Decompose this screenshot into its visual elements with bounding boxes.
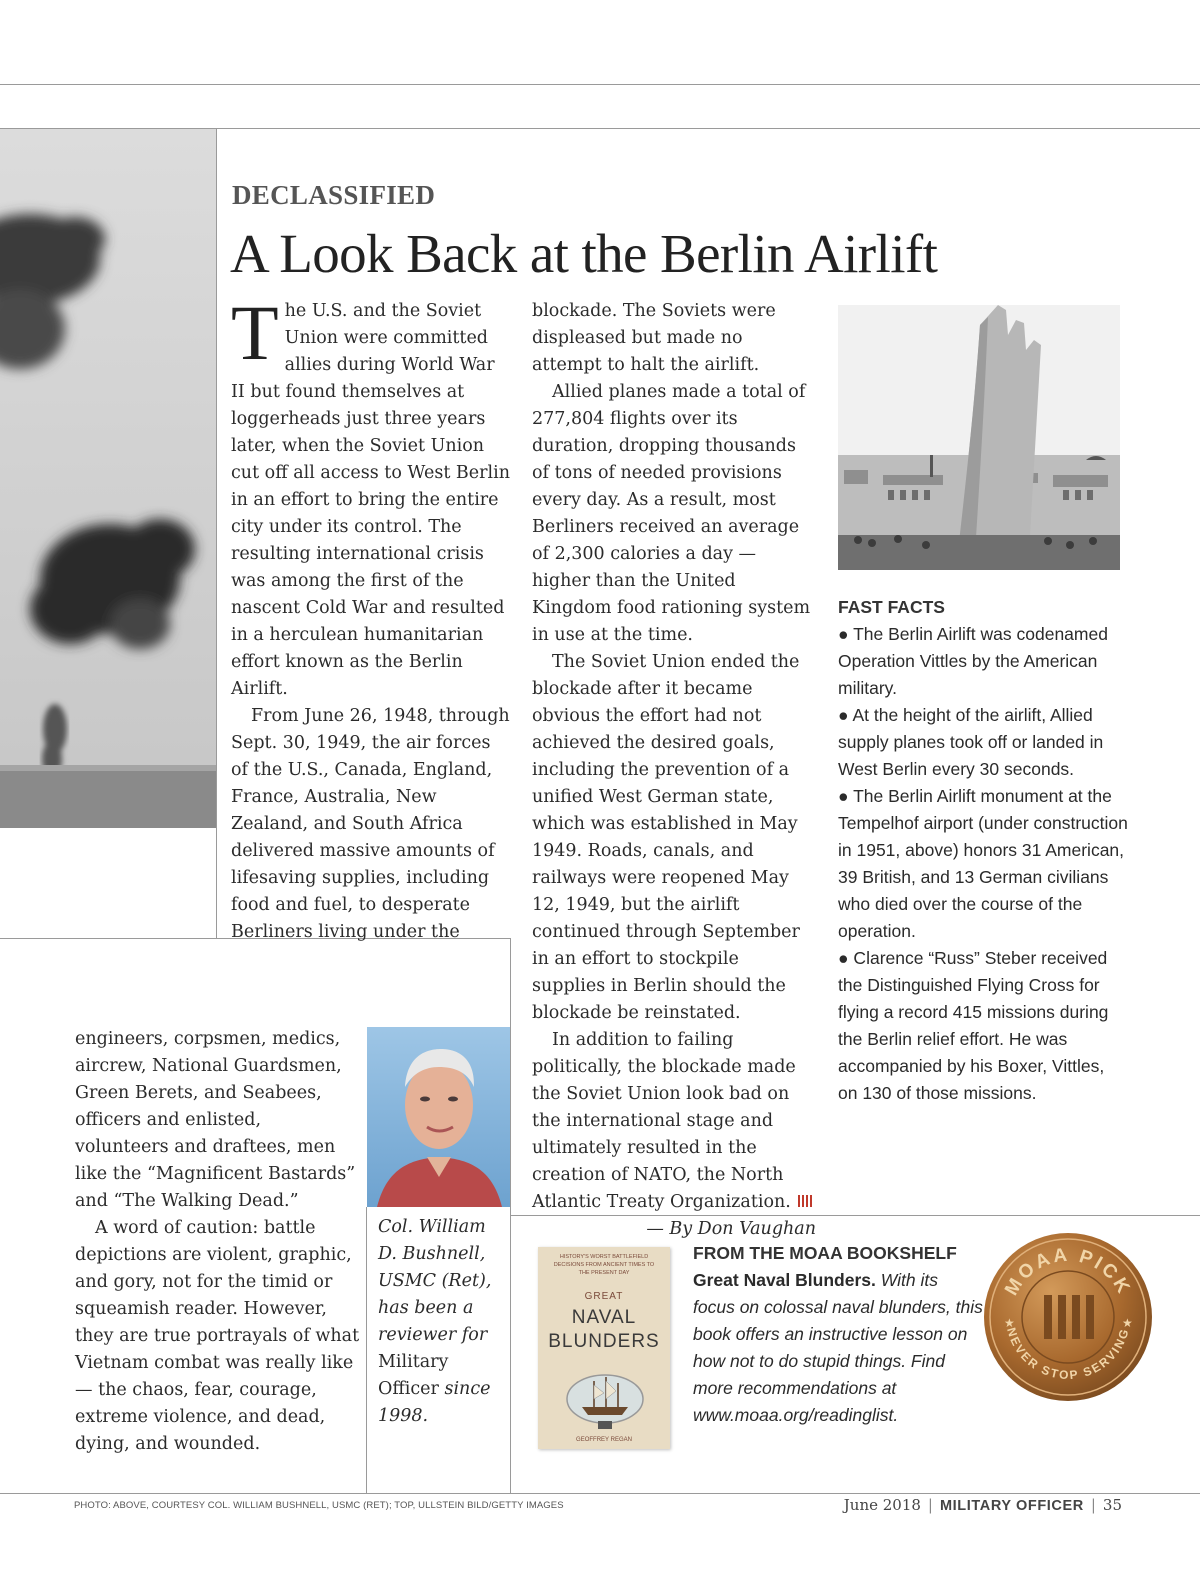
- svg-text:★: ★: [1004, 1316, 1015, 1330]
- article-column-2: [532, 298, 816, 1243]
- footer-rule: [0, 1493, 1200, 1494]
- review-paragraph-2: A word of caution: battle depictions are violent, graphic, and gory, not for the timid or squeamish reader. However, they are true portrayals of what Vietnam combat was really like — the chaos, fear, courage, extreme violence, and dead, dying, and wounded.: [75, 1218, 360, 1454]
- issue-date: June 2018: [843, 1496, 921, 1514]
- paragraph-1: The U.S. and the Soviet Union were committed allies during World War II but found themselves at loggerheads just three years later, when the Soviet Union cut off all access to West Berlin in an effort to bring the entire city under its control. The resulting international crisis was among the first of the nascent Cold War and resulted in a herculean humanitarian effort known as the Berlin Airlift.: [231, 289, 510, 699]
- section-kicker: DECLASSIFIED: [232, 180, 436, 210]
- fast-fact-item: ● Clarence “Russ” Steber received the Distinguished Flying Cross for flying a record 415 missions during the Berlin relief effort. He was accompanied by his Boxer, Vittles, on 130 of those missions.: [838, 948, 1109, 1103]
- svg-text:★: ★: [1122, 1316, 1133, 1330]
- caption-left-rule: [366, 1207, 367, 1493]
- ship-in-bottle-icon: [560, 1359, 650, 1431]
- review-paragraph-1: engineers, corpsmen, medics, aircrew, National Guardsmen, Green Berets, and Seabees, officers and enlisted, volunteers and draftees, men like the “Magnificent Bastards” and “The Walking Dead.”: [75, 1029, 356, 1211]
- airlift-monument-photo: [838, 305, 1120, 570]
- badge-top-text: MOAA PICK: [1001, 1244, 1135, 1300]
- fast-fact-item: ● The Berlin Airlift monument at the Tempelhof airport (under construction in 1951, above) honors 31 American, 39 British, and 13 German civilians who died over the course of the operation.: [838, 786, 1128, 941]
- book-title: Great Naval Blunders.: [693, 1270, 876, 1290]
- cover-tagline: HISTORY'S WORST BATTLEFIELD DECISIONS FROM ANCIENT TIMES TO THE PRESENT DAY: [553, 1254, 655, 1276]
- moaa-pick-badge: [982, 1231, 1154, 1403]
- cover-great: GREAT: [584, 1291, 624, 1302]
- reviewer-caption: Col. William D. Bushnell, USMC (Ret), has been a reviewer for Military Officer since 1998.: [378, 1217, 492, 1426]
- page-number: 35: [1102, 1496, 1122, 1514]
- top-rule: [0, 84, 1200, 85]
- bookshelf-heading: FROM THE MOAA BOOKSHELF: [693, 1243, 957, 1263]
- book-review-text: [75, 1026, 360, 1458]
- cover-blunders: BLUNDERS: [548, 1331, 660, 1352]
- paragraph-4: The Soviet Union ended the blockade after it became obvious the effort had not achieved the desired goals, including the prevention of a unified West German state, which was established in May 1949. Roads, canals, and railways were reopened May 12, 1949, but the airlift continued through September in an effort to stockpile supplies in Berlin should the blockade be reinstated.: [532, 652, 800, 1023]
- moaa-end-mark-icon: [797, 1194, 813, 1208]
- bookshelf-recommendation: [693, 1240, 983, 1429]
- airlift-bombing-photo: [0, 129, 216, 828]
- cover-naval: NAVAL: [571, 1307, 637, 1328]
- fast-fact-item: ● At the height of the airlift, Allied supply planes took off or landed in West Berlin every 30 seconds.: [838, 705, 1104, 779]
- reviewer-portrait: [367, 1027, 510, 1207]
- paragraph-5: In addition to failing politically, the blockade made the Soviet Union look bad on the international stage and ultimately resulted in the creation of NATO, the North Atlantic Treaty Organization.: [532, 1027, 816, 1216]
- paragraph-2: From June 26, 1948, through Sept. 30, 1949, the air forces of the U.S., Canada, England, France, Australia, New Zealand, and South Africa delivered massive amounts of lifesaving supplies, including food and fuel, to desperate Berliners living under the: [231, 706, 510, 942]
- fast-facts-box: [838, 594, 1128, 1107]
- magazine-name: MILITARY OFFICER: [939, 1498, 1084, 1514]
- fast-facts-heading: FAST FACTS: [838, 597, 945, 617]
- fast-fact-item: ● The Berlin Airlift was codenamed Operation Vittles by the American military.: [838, 624, 1108, 698]
- paragraph-2-continued: blockade. The Soviets were displeased but made no attempt to halt the airlift.: [532, 301, 776, 375]
- article-headline: A Look Back at the Berlin Airlift: [230, 223, 938, 284]
- byline: — By Don Vaughan: [646, 1219, 816, 1239]
- photo-right-rule: [216, 128, 217, 938]
- drop-cap: T: [231, 289, 279, 376]
- cover-author: GEOFFREY REGAN: [576, 1437, 632, 1443]
- folio: June 2018 | MILITARY OFFICER | 35: [843, 1496, 1122, 1514]
- book-description: With its focus on colossal naval blunders, this book offers an instructive lesson on how not to do stupid things. Find more recommendations at www.moaa.org/readinglist.: [693, 1270, 983, 1425]
- paragraph-3: Allied planes made a total of 277,804 flights over its duration, dropping thousands of tons of needed provisions every day. As a result, most Berliners received an average of 2,300 calories a day — higher than the United Kingdom food rationing system in use at the time.: [532, 382, 811, 645]
- article-column-1: [231, 289, 511, 946]
- badge-bottom-text: NEVER STOP SERVING: [1004, 1325, 1132, 1383]
- book-cover: [538, 1247, 670, 1449]
- photo-credit: PHOTO: ABOVE, COURTESY COL. WILLIAM BUSHNELL, USMC (RET); TOP, ULLSTEIN BILD/GETTY IMAGES: [74, 1500, 564, 1511]
